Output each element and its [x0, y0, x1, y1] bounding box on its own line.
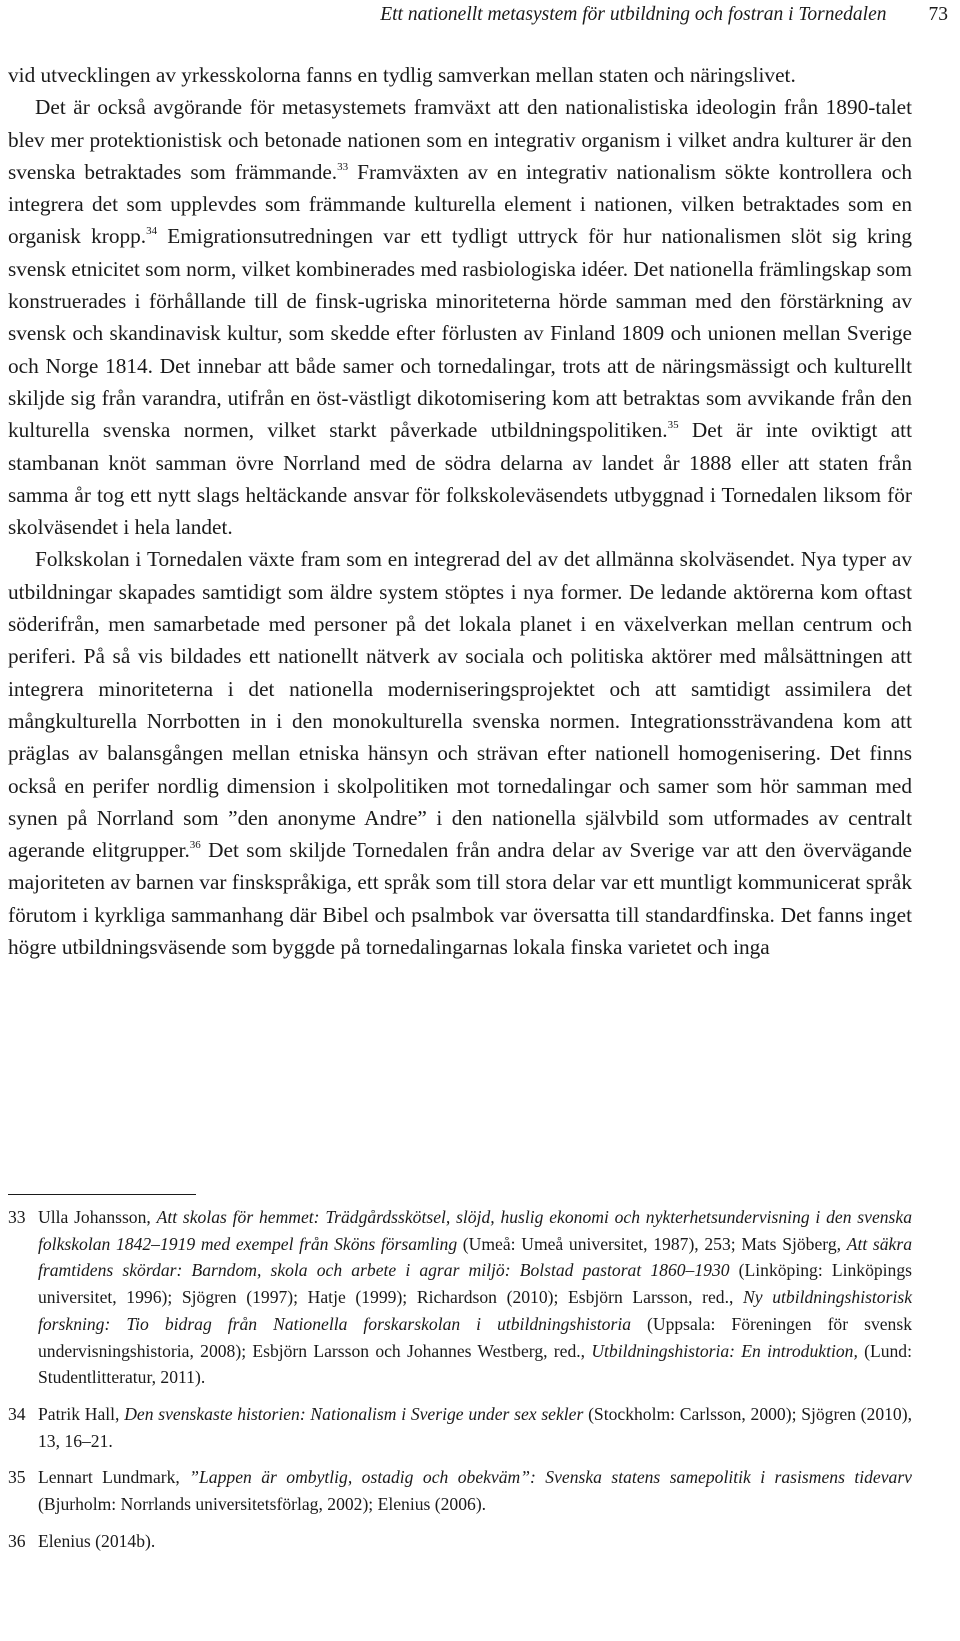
footnote-33	[8, 1204, 912, 1391]
footnote-title: Utbildningshistoria: En introduktion,	[591, 1340, 858, 1361]
paragraph-3	[8, 543, 912, 963]
footnote-number: 36	[8, 1530, 26, 1551]
paragraph-2-text-a: Det är också avgörande för metasystemets framväxt att den nationalistiska ideologin från 1890-talet blev mer protektionistisk och betonade nationen som en integrativ organism i vilket andra kulturer är den svenska betraktades som främmande.	[8, 95, 912, 184]
footnotes	[8, 1204, 912, 1564]
page-number: 73	[928, 4, 948, 25]
footnote-title: Att skolas för hemmet: Trädgårdsskötsel, slöjd, huslig ekonomi och nykterhetsundervisning i den svenska folkskolan 1842–1919 med exempel från Sköns församling	[38, 1207, 912, 1254]
footnote-number: 33	[8, 1207, 26, 1227]
paragraph-2-text-b: Framväxten av en integrativ nationalism sökte kontrollera och integrera det som upplevdes som främmande kulturella element i nationen, vilken betraktades som en organisk kropp.	[8, 159, 912, 249]
footnote-text	[38, 1528, 912, 1555]
footnote-text	[38, 1401, 912, 1454]
paragraph-3-text-a: Folkskolan i Tornedalen växte fram som en integrerad del av det allmänna skolväsendet. Nya typer av utbildningar skapades samtidigt som äldre system stöptes i nya former. De ledande aktörerna kom oftast söderifrån, men samarbetade med personer på det lokala planet i en växelverkan mellan centrum och periferi. På så vis bildades ett nationellt nätverk av sociala och politiska aktörer med målsättningen att integrera minoriteterna i det nationella moderniseringsprojektet och att samtidigt assimilera det mångkulturella Norrbotten in i den monokulturella svenska normen. Integrationssträvandena kom att präglas av balansgången mellan etniska hänsyn och strävan efter nationell homogenisering. Det finns också en perifer nordlig dimension i skolpolitiken mot tornedalingar och samer som hör samman med synen på Norrland som ”den anonyme Andre” i den nationella självbild som utformades av centralt agerande elitgrupper.	[8, 547, 912, 863]
footnote-text-part: Patrik Hall,	[38, 1403, 125, 1424]
footnote-text	[38, 1464, 912, 1517]
footnote-34	[8, 1401, 912, 1454]
footnote-title: Den svenskaste historien: Nationalism i Sverige under sex sekler	[124, 1403, 584, 1424]
footnote-title: ”Lappen är ombytlig, ostadig och obekväm”: Svenska statens samepolitik i rasismens tidevarv	[189, 1467, 912, 1488]
footnote-35	[8, 1464, 912, 1517]
footnote-text	[38, 1204, 912, 1391]
footnote-number: 34	[8, 1403, 26, 1424]
footnote-ref-33[interactable]: 33	[337, 160, 349, 173]
footnote-number: 35	[8, 1467, 26, 1488]
paragraph-1-text: vid utvecklingen av yrkesskolorna fanns en tydlig samverkan mellan staten och näringslivet.	[8, 63, 796, 87]
footnote-text-part: (Uppsala: Föreningen för svensk undervisningshistoria, 2008); Esbjörn Larsson och Johannes Westberg, red.,	[38, 1313, 912, 1361]
paragraph-2-text-c: Emigrationsutredningen var ett tydligt uttryck för hur nationalismen slöt sig kring svensk etnicitet som norm, vilket kombinerades med rasbiologiska idéer. Det nationella främlingskap som konstruerades i förhållande till de finsk-ugriska minoriteterna hörde samman med den förstärkning av svensk och skandinavisk kultur, som skedde efter förlusten av Finland 1809 och unionen mellan Sverige och Norge 1814. Det innebar att både samer och tornedalingar, trots att de näringsmässigt och kulturellt skiljde sig från varandra, utifrån en öst-västligt dikotomisering kom att betraktas som avvikande från den kulturella svenska normen, vilket starkt påverkade utbildningspolitiken.	[8, 224, 912, 443]
running-title: Ett nationellt metasystem för utbildning och fostran i Tornedalen	[380, 4, 887, 25]
running-head	[8, 4, 948, 30]
footnote-ref-35[interactable]: 35	[667, 419, 679, 432]
footnote-title: Ny utbildningshistorisk forskning: Tio bidrag från Nationella forskarskolan i utbildningshistoria	[38, 1287, 912, 1334]
footnote-text-part: Lennart Lundmark,	[38, 1467, 190, 1488]
footnote-text-part: (Bjurholm: Norrlands universitetsförlag, 2002); Elenius (2006).	[38, 1494, 487, 1515]
paragraph-3-text-b: Det som skiljde Tornedalen från andra delar av Sverige var att den övervägande majoriteten av barnen var finskspråkiga, ett språk som till stora delar var ett muntligt kommunicerat språk förutom i kyrkliga sammanhang där Bibel och psalmbok var översatta till standardfinska. Det fanns inget högre utbildningsväsende som byggde på tornedalingarnas lokala finska varietet och inga	[8, 838, 912, 960]
footnote-36	[8, 1528, 912, 1555]
paragraph-2-text-d: Det är inte oviktigt att stambanan knöt samman övre Norrland med de södra delarna av landet år 1888 eller att staten från samma år tog ett nytt slags heltäckande ansvar för folkskoleväsendets utbyggnad i Tornedalen liksom för skolväsendet i hela landet.	[8, 418, 912, 540]
paragraph-1	[8, 59, 912, 91]
footnote-text-part: (Stockholm: Carlsson, 2000); Sjögren (2010), 13, 16–21.	[38, 1403, 912, 1451]
footnote-text-part: (Umeå: Umeå universitet, 1987), 253; Mats Sjöberg,	[457, 1233, 847, 1254]
footnote-text-part: (Linköping: Linköpings universitet, 1996); Sjögren (1997); Hatje (1999); Richardson (2010); Esbjörn Larsson, red.,	[38, 1260, 912, 1308]
footnote-title: Att säkra framtidens skördar: Barndom, skola och arbete i agrar miljö: Bolstad pastorat 1860–1930	[38, 1233, 912, 1281]
body-text	[8, 59, 912, 963]
footnote-text-part: (Lund: Studentlitteratur, 2011).	[38, 1340, 912, 1388]
footnote-text-part: Elenius (2014b).	[38, 1530, 156, 1551]
paragraph-2	[8, 91, 912, 543]
footnote-divider	[8, 1194, 196, 1195]
footnote-ref-34[interactable]: 34	[146, 225, 158, 238]
footnote-text-part: Ulla Johansson,	[38, 1207, 157, 1227]
footnote-ref-36[interactable]: 36	[189, 839, 201, 852]
